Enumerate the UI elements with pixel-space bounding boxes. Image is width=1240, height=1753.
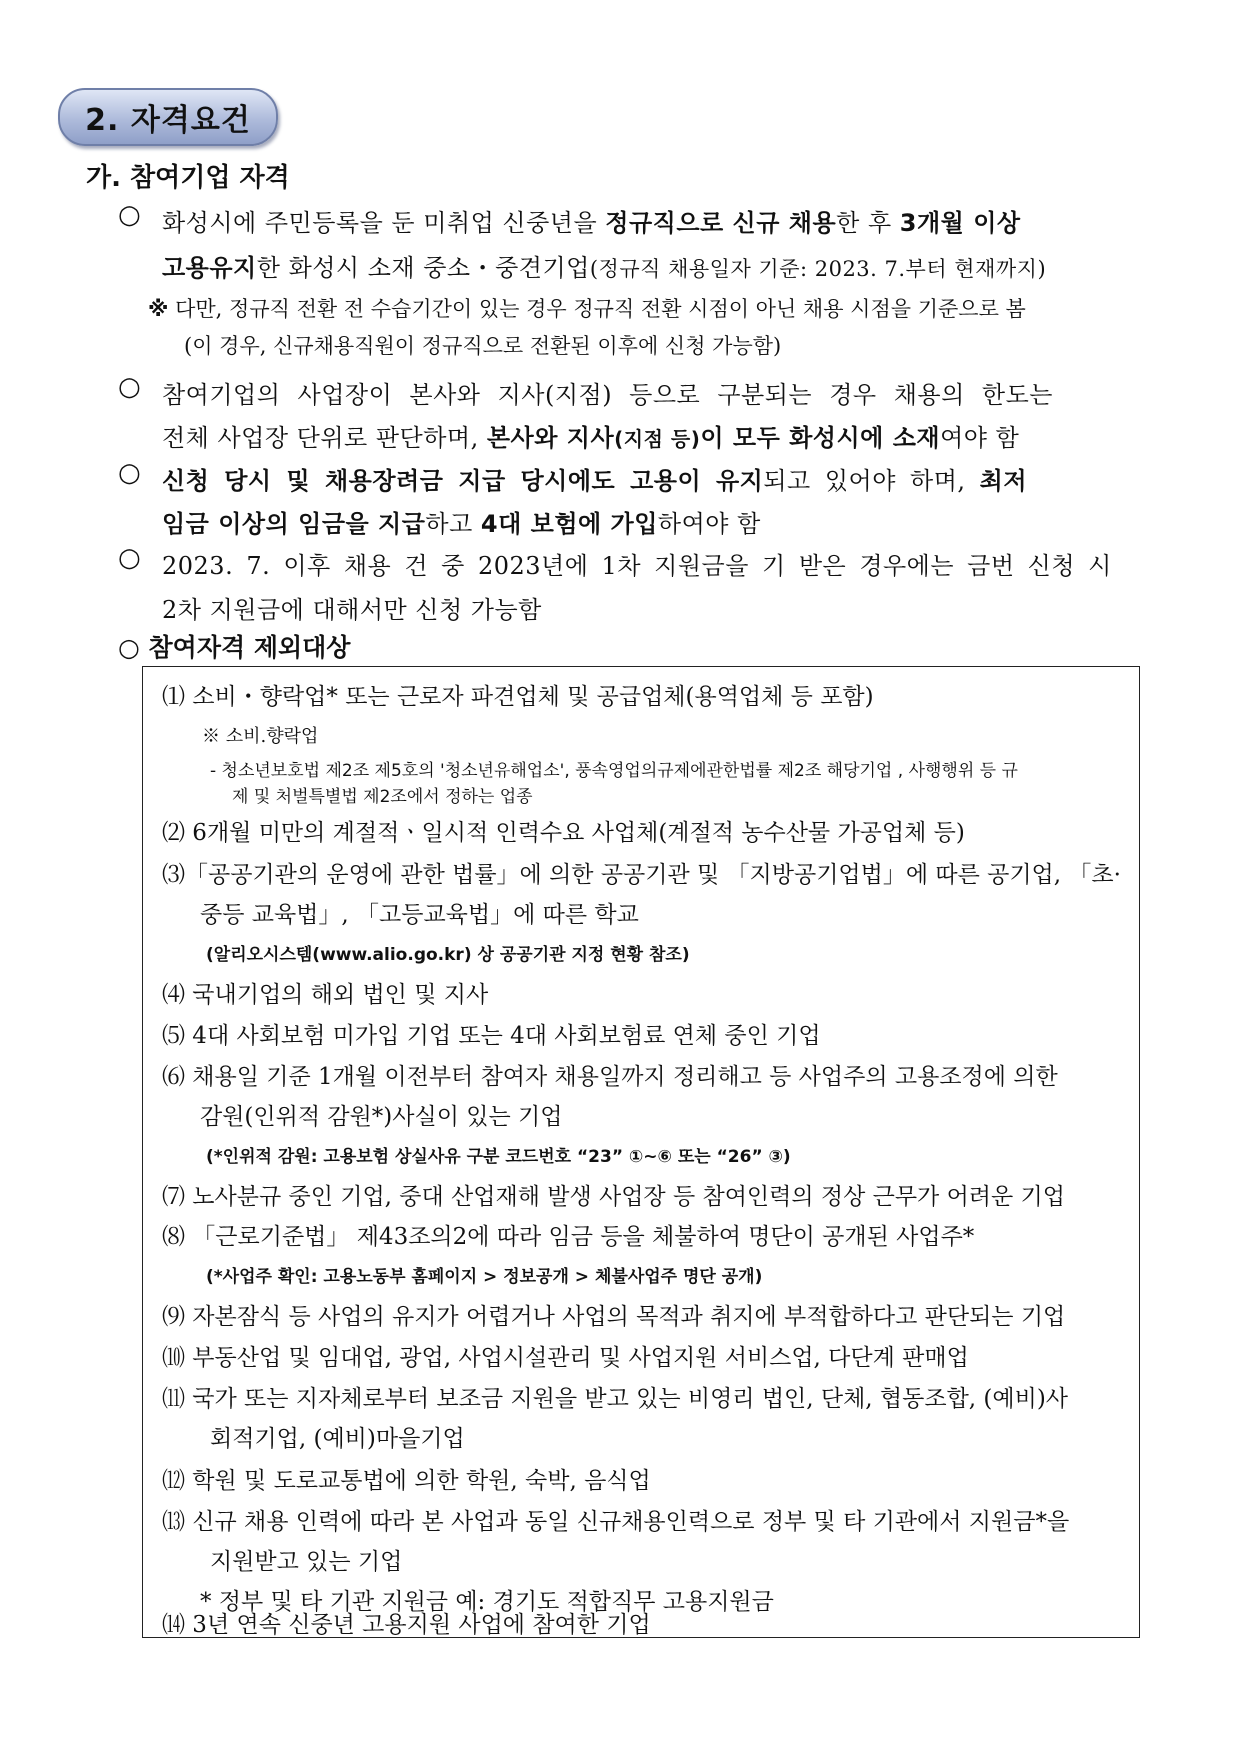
bullet-4-line-1: 2023. 7. 이후 채용 건 중 2023년에 1차 지원금을 기 받은 경우에는 금번 신청 시 [162,552,1112,580]
exclusion-item-2: ⑵ 6개월 미만의 계절적ㆍ일시적 인력수요 사업체(계절적 농수산물 가공업체 등) [162,820,965,846]
exclusion-note: (*인위적 감원: 고용보험 상실사유 구분 코드번호 “23” ①~⑥ 또는 “26” ③) [206,1147,791,1167]
exclusion-item-14: ⒁ 3년 연속 신중년 고용지원 사업에 참여한 기업 [162,1612,651,1638]
text: 여야 함 [940,424,1020,452]
exclusion-item-4: ⑷ 국내기업의 해외 법인 및 지사 [162,982,489,1008]
emphasis: 임금 이상의 임금을 지급 [162,510,426,538]
exclusion-item-3-cont: 중등 교육법」, 「고등교육법」에 따른 학교 [200,902,639,928]
exclusion-note: * 정부 및 타 기관 지원금 예: 경기도 적합직무 고용지원금 [200,1589,774,1615]
text: 하고 [425,510,481,538]
text: 한 후 [836,209,900,237]
text: 화성시에 주민등록을 둔 미취업 신중년을 [162,209,606,237]
exclusion-item-6: ⑹ 채용일 기준 1개월 이전부터 참여자 채용일까지 정리해고 등 사업주의 고용조정에 의한 [162,1064,1058,1090]
exclusion-note: (*사업주 확인: 고용노동부 홈페이지 > 정보공개 > 체불사업주 명단 공개) [206,1267,763,1287]
emphasis: 최저 [979,467,1028,495]
note-symbol: ※ [148,297,169,321]
text: (정규직 채용일자 기준: 2023. 7.부터 현재까지) [589,257,1047,281]
text: 하여야 함 [657,510,761,538]
exclusion-subnote: - 청소년보호법 제2조 제5호의 '청소년유해업소', 풍속영업의규제에관한법률 제2조 해당기업 , 사행행위 등 규 [210,761,1018,781]
exclusion-note: (알리오시스템(www.alio.go.kr) 상 공공기관 지정 현황 참조) [206,945,690,965]
bullet-circle: ○ [118,200,141,230]
exclusion-item-9: ⑼ 자본잠식 등 사업의 유지가 어렵거나 사업의 목적과 취지에 부적합하다고 판단되는 기업 [162,1304,1066,1330]
emphasis: 고용유지 [162,254,257,282]
text: 다만, 정규직 전환 전 수습기간이 있는 경우 정규직 전환 시점이 아닌 채용 시점을 기준으로 봄 [175,297,1026,321]
exclusion-item-1: ⑴ 소비・향락업* 또는 근로자 파견업체 및 공급업체(용역업체 등 포함) [162,684,874,710]
note-line-2: (이 경우, 신규채용직원이 정규직으로 전환된 이후에 신청 가능함) [184,334,782,358]
bullet-3-line-1 [162,461,1128,496]
emphasis: 정규직으로 신규 채용 [605,209,837,237]
exclusion-item-11: ⑾ 국가 또는 지자체로부터 보조금 지원을 받고 있는 비영리 법인, 단체, 협동조합, (예비)사 [162,1386,1069,1412]
bullet-2-line-2 [162,418,1019,453]
exclusion-item-7: ⑺ 노사분규 중인 기업, 중대 산업재해 발생 사업장 등 참여인력의 정상 근무가 어려운 기업 [162,1184,1065,1210]
text: 한 화성시 소재 중소・중견기업 [256,254,590,282]
exclusion-subnote: 제 및 처벌특별법 제2조에서 정하는 업종 [232,787,533,807]
bullet-1-line-2 [162,248,1046,283]
bullet-circle: ○ [118,372,141,402]
section-title: 2. 자격요건 [85,103,251,138]
bullet-circle: ○ [118,543,141,573]
exclusion-item-5: ⑸ 4대 사회보험 미가입 기업 또는 4대 사회보험료 연체 중인 기업 [162,1023,821,1049]
bullet-circle: ○ [118,458,141,488]
bullet-1-line-1 [162,203,1128,238]
bullet-2-line-1: 참여기업의 사업장이 본사와 지사(지점) 등으로 구분되는 경우 채용의 한도는 [162,381,1053,409]
section-badge [58,88,278,146]
exclusion-item-10: ⑽ 부동산업 및 임대업, 광업, 사업시설관리 및 사업지원 서비스업, 다단계 판매업 [162,1345,969,1371]
emphasis: 4대 보험에 가입 [480,510,658,538]
text: 전체 사업장 단위로 판단하며, [162,424,487,452]
emphasis: (지점 등) [614,427,701,451]
emphasis: 이 모두 화성시에 소재 [700,424,941,452]
exclusion-note: ※ 소비.향락업 [202,726,319,747]
emphasis: 신청 당시 및 채용장려금 지급 당시에도 고용이 유지 [162,467,764,495]
exclusion-item-3: ⑶「공공기관의 운영에 관한 법률」에 의한 공공기관 및 「지방공기업법」에 따른 공기업, 「초· [162,862,1121,888]
exclusion-item-11-cont: 회적기업, (예비)마을기업 [210,1426,465,1452]
exclusion-item-13: ⒀ 신규 채용 인력에 따라 본 사업과 동일 신규채용인력으로 정부 및 타 기관에서 지원금*을 [162,1509,1070,1535]
bullet-4-line-2: 2차 지원금에 대해서만 신청 가능함 [162,596,542,624]
subsection-title: 가. 참여기업 자격 [86,163,290,193]
bullet-3-line-2 [162,504,761,539]
emphasis: 3개월 이상 [899,209,1021,237]
text: 되고 있어야 하며, [763,467,980,495]
emphasis: 본사와 지사 [486,424,615,452]
exclusion-item-8: ⑻ 「근로기준법」 제43조의2에 따라 임금 등을 체불하여 명단이 공개된 사업주* [162,1224,975,1250]
note-line-1 [148,293,1026,323]
exclusions-header: ○ 참여자격 제외대상 [118,633,351,662]
exclusion-item-12: ⑿ 학원 및 도로교통법에 의한 학원, 숙박, 음식업 [162,1468,651,1494]
exclusion-item-6-cont: 감원(인위적 감원*)사실이 있는 기업 [200,1104,563,1130]
exclusion-item-13-cont: 지원받고 있는 기업 [210,1549,403,1575]
